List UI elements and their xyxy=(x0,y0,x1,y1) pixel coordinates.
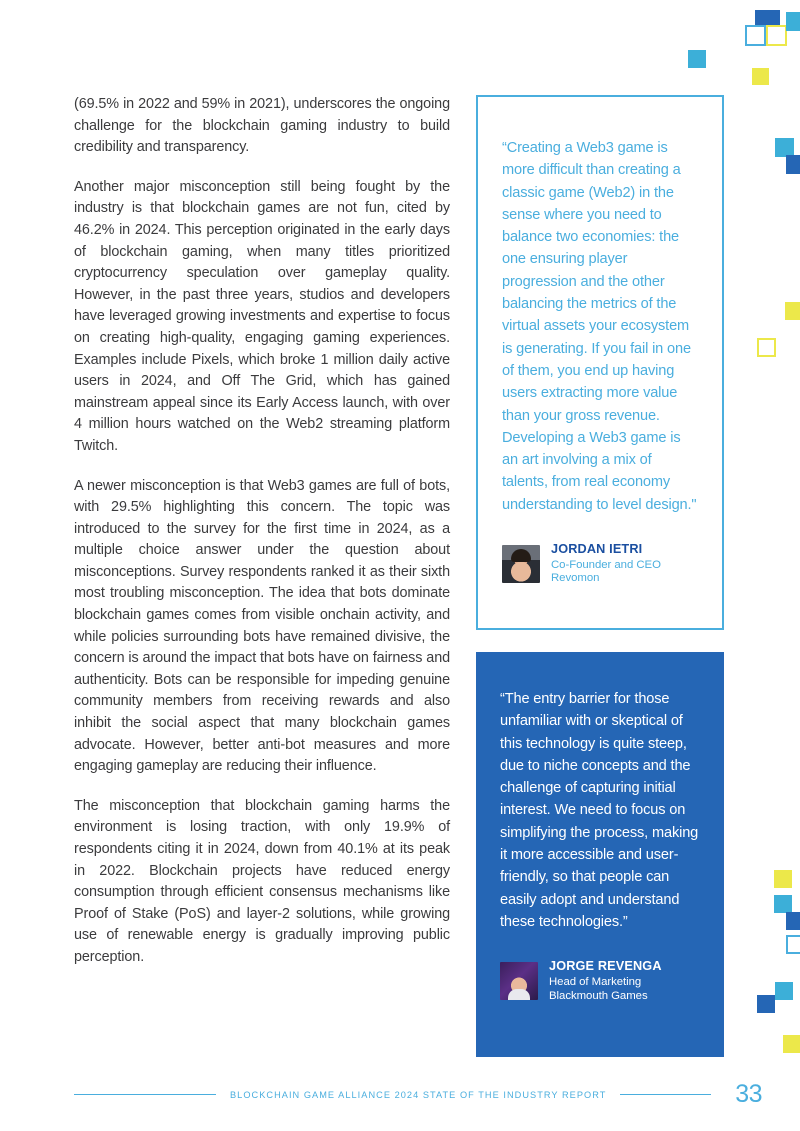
square-midblue-filled xyxy=(775,982,793,1000)
body-paragraph: A newer misconception is that Web3 games are full of bots, with 29.5% highlighting this concern. The topic was introduced to the survey for the first time in 2024, as a multiple choice answer under the question about misconceptions. Survey respondents ranked it as their sixth most troubling misconception. The idea that bots dominate blockchain games comes from visible onchain activity, and while policies surrounding bots have remained divisive, the concern is around the impact that bots have on fairness and authenticity. Bots can be responsible for impeding genuine community members from receiving rewards and also inhibit the social aspect that many blockchain games advocate. However, better anti-bot measures and more engaging gameplay are reducing their influence. xyxy=(74,477,450,775)
avatar xyxy=(502,545,540,583)
square-yellow-filled xyxy=(783,1035,800,1053)
square-midblue-filled xyxy=(774,895,792,913)
author-name: JORGE REVENGA xyxy=(549,959,662,974)
square-yellow-filled xyxy=(785,302,800,320)
attribution-text xyxy=(551,542,661,586)
author-name: JORDAN IETRI xyxy=(551,542,643,557)
footer-report-title: BLOCKCHAIN GAME ALLIANCE 2024 STATE OF THE INDUSTRY REPORT xyxy=(230,1089,607,1100)
square-lightblue-outline xyxy=(745,25,766,46)
body-paragraph: Another major misconception still being fought by the industry is that blockchain games are not fun, cited by 46.2% in 2024. This perception originated in the early days of blockchain gaming, when many titles prioritized cryptocurrency speculation over gameplay quality. However, in the past three years, studios and developers have leveraged growing investments and expertise to focus on creating high-quality, engaging gaming experiences. Examples include Pixels, which broke 1 million daily active users in 2024, and Off The Grid, which has gained mainstream appeal since its Early Access launch, with over 4 million hours watched on the Web2 streaming platform Twitch. xyxy=(74,178,450,454)
author-role: Head of Marketing xyxy=(549,976,642,989)
body-paragraph: The misconception that blockchain gaming harms the environment is losing traction, with only 19.9% of respondents citing it in 2024, down from 40.1% at its peak in 2022. Blockchain projects have reduced energy consumption through efficient consensus mechanisms like Proof of Stake (PoS) and layer-2 solutions, while growing use of renewable energy is gradually improving public perception. xyxy=(74,797,450,965)
attribution-text xyxy=(549,959,662,1003)
body-paragraph: (69.5% in 2022 and 59% in 2021), underscores the ongoing challenge for the blockchain gaming industry to build credibility and transparency. xyxy=(74,96,450,156)
square-dark-filled xyxy=(786,912,800,930)
quote-sidebar xyxy=(476,95,724,1057)
page-number: 33 xyxy=(735,1080,762,1108)
author-org: Revomon xyxy=(551,572,600,585)
author-org: Blackmouth Games xyxy=(549,989,648,1002)
page-footer xyxy=(74,1080,762,1109)
quote-attribution xyxy=(502,542,698,586)
quote-text: “Creating a Web3 game is more difficult than creating a classic game (Web2) in the sense where you need to balance two economies: the one ensuring player progression and the other balancing the metrics of the virtual assets your ecosystem is generating. If you fail in one of them, you end up having users extracting more value than your gross revenue. Developing a Web3 game is an art involving a mix of talents, from real economy understanding to level design." xyxy=(502,140,697,513)
avatar xyxy=(500,962,538,1000)
square-lightblue-outline xyxy=(786,935,800,954)
article-body-column xyxy=(74,94,450,969)
quote-card-jorge-revenga xyxy=(476,652,724,1057)
square-yellow-filled xyxy=(774,870,792,888)
footer-rule-right xyxy=(620,1094,711,1096)
quote-attribution xyxy=(500,959,700,1003)
square-midblue-filled xyxy=(688,50,706,68)
square-yellow-outline xyxy=(757,338,776,357)
square-yellow-outline xyxy=(766,25,787,46)
author-role: Co-Founder and CEO xyxy=(551,559,661,572)
square-yellow-filled xyxy=(752,68,769,85)
quote-card-jordan-ietri xyxy=(476,95,724,630)
footer-rule-left xyxy=(74,1094,216,1096)
square-dark-filled xyxy=(757,995,775,1013)
square-dark-filled xyxy=(786,155,800,174)
square-midblue-filled xyxy=(786,12,800,31)
quote-text: “The entry barrier for those unfamiliar with or skeptical of this technology is quite steep, due to niche concepts and the challenge of capturing initial interest. We need to focus on simplifying the process, making it more accessible and user-friendly, so that people can easily adopt and understand these technologies.” xyxy=(500,691,699,930)
